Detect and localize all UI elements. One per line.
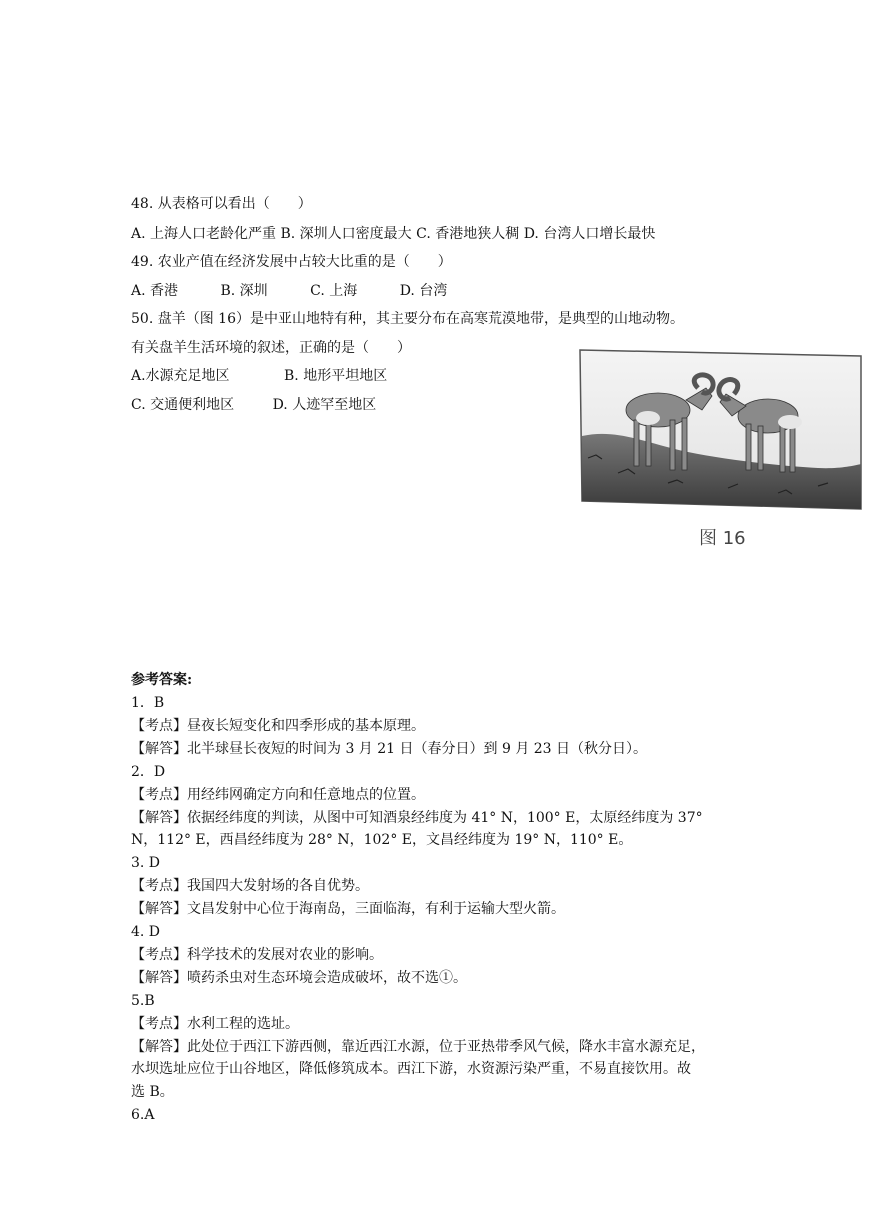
question-50-stem-line1: 50. 盘羊（图 16）是中亚山地特有种，其主要分布在高寒荒漠地带，是典型的山地动物。 (131, 311, 684, 327)
answer-line: N，112° E，西昌经纬度为 28° N，102° E，文昌经纬度为 19° N，110° E。 (131, 832, 633, 848)
answer-line: 1．B (131, 695, 165, 711)
answer-line: 【考点】用经纬网确定方向和任意地点的位置。 (131, 787, 425, 803)
answer-line: 【考点】我国四大发射场的各自优势。 (131, 878, 369, 894)
question-50-options-row2 (131, 395, 376, 415)
answer-line: 【解答】北半球昼长夜短的时间为 3 月 21 日（春分日）到 9 月 23 日（秋分日）。 (131, 741, 648, 757)
question-49-stem: 49. 农业产值在经济发展中占较大比重的是（ ） (131, 254, 452, 270)
question-49-options (131, 281, 447, 301)
answer-line: 5.B (131, 993, 155, 1009)
answer-line: 3. D (131, 855, 161, 871)
answer-line: 【解答】此处位于西江下游西侧，靠近西江水源，位于亚热带季风气候，降水丰富水源充足， (131, 1039, 705, 1055)
question-50-options-row1 (131, 366, 387, 386)
answer-line: 选 B。 (131, 1084, 174, 1100)
option-d: D. 人迹罕至地区 (272, 397, 377, 413)
question-48-options (131, 224, 655, 244)
answer-line: 水坝选址应位于山谷地区，降低修筑成本。西江下游，水资源污染严重，不易直接饮用。故 (131, 1061, 691, 1077)
answer-line: 4. D (131, 924, 161, 940)
answer-line: 6.A (131, 1107, 155, 1123)
option-d: D. 台湾 (399, 283, 448, 299)
question-48-stem: 48. 从表格可以看出（ ） (131, 196, 312, 212)
option-d: D. 台湾人口增长最快 (523, 226, 656, 242)
option-c: C. 上海 (310, 283, 358, 299)
option-b: B. 地形平坦地区 (284, 368, 388, 384)
answer-line: 【考点】昼夜长短变化和四季形成的基本原理。 (131, 718, 425, 734)
question-50-stem-line2: 有关盘羊生活环境的叙述，正确的是（ ） (131, 340, 411, 356)
option-a: A. 香港 (131, 283, 179, 299)
figure-caption: 图 16 (699, 528, 746, 549)
answer-line: 【考点】科学技术的发展对农业的影响。 (131, 947, 383, 963)
option-a: A. 上海人口老龄化严重 (131, 226, 277, 242)
answer-line: 【考点】水利工程的选址。 (131, 1016, 299, 1032)
option-c: C. 香港地狭人稠 (416, 226, 520, 242)
answer-line: 2．D (131, 764, 166, 780)
option-a: A.水源充足地区 (131, 368, 230, 384)
option-b: B. 深圳 (220, 283, 268, 299)
option-b: B. 深圳人口密度最大 (280, 226, 412, 242)
answer-line: 【解答】文昌发射中心位于海南岛，三面临海，有利于运输大型火箭。 (131, 901, 565, 917)
answers-heading: 参考答案: (131, 672, 193, 688)
argali-sheep-photo (578, 348, 863, 511)
answer-line: 【解答】喷药杀虫对生态环境会造成破坏，故不选①。 (131, 970, 467, 986)
option-c: C. 交通便利地区 (131, 397, 235, 413)
answer-line: 【解答】依据经纬度的判读，从图中可知酒泉经纬度为 41° N，100° E，太原经纬度为 37° (131, 810, 703, 826)
